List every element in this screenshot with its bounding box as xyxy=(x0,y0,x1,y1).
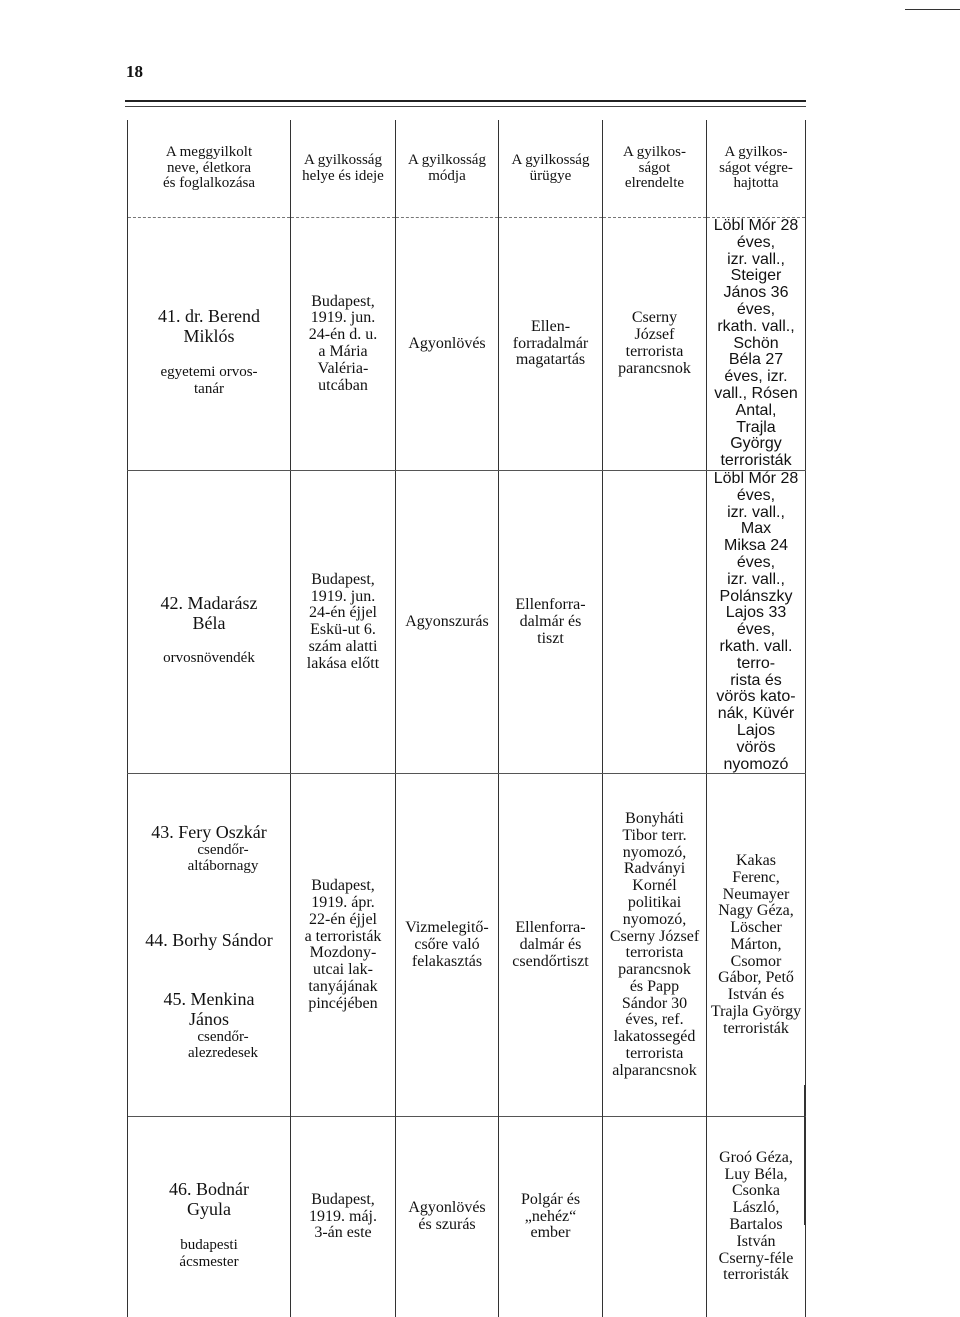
victim-entry xyxy=(131,914,287,951)
method-cell: Agyonlövés xyxy=(396,218,499,471)
column-rule xyxy=(706,1085,707,1225)
victim-occupation: csendőr- alezredesek xyxy=(188,1028,258,1061)
pretext-cell: Ellen- forradalmár magatartás xyxy=(499,218,603,471)
executed-by-cell: Groó Géza, Luy Béla, Csonka László, Bartalos István Cserny-féle terroristák xyxy=(707,1117,806,1317)
victim-entry xyxy=(131,973,287,1078)
victim-occupation: budapesti ácsmester xyxy=(179,1236,239,1270)
executed-by-cell: Löbl Mór 28 éves, izr. vall., Max Miksa 24 éves, izr. vall., Polánszky Lajos 33 éves, rkath. vall. terro- rista és vörös kato- nák, Küvér Lajos vörös nyomozó xyxy=(707,470,806,773)
top-rule-thin xyxy=(125,106,806,107)
place-time-cell: Budapest, 1919. ápr. 22-én éjjel a terroristák Mozdony- utcai lak- tanyájának pincéjében xyxy=(291,774,396,1117)
victim-name: 43. Fery Oszkár xyxy=(151,822,267,843)
header-victim: A meggyilkolt neve, életkora és foglalkozása xyxy=(128,120,291,218)
table-row xyxy=(128,470,806,773)
header-row xyxy=(128,120,806,218)
place-time-cell: Budapest, 1919. jun. 24-én éjjel Eskü-ut 6. szám alatti lakása előtt xyxy=(291,470,396,773)
victim-name: 46. Bodnár Gyula xyxy=(169,1179,249,1220)
method-cell: Agyonlövés és szurás xyxy=(396,1117,499,1317)
table-row xyxy=(128,218,806,471)
header-place-time: A gyilkosság helye és ideje xyxy=(291,120,396,218)
top-rule xyxy=(125,100,806,102)
place-time-cell: Budapest, 1919. jun. 24-én d. u. a Mária Valéria- utcában xyxy=(291,218,396,471)
table-row xyxy=(128,774,806,1117)
header-ordered-by: A gyilkos- ságot elrendelte xyxy=(603,120,707,218)
ordered-by-cell: Bonyháti Tibor terr. nyomozó, Radványi Kornél politikai nyomozó, Cserny József terrorista parancsnok és Papp Sándor 30 éves, ref. lakatossegéd terrorista alparancsnok xyxy=(603,774,707,1117)
page-number: 18 xyxy=(126,62,143,81)
column-rule xyxy=(804,1085,805,1225)
header-method: A gyilkosság módja xyxy=(396,120,499,218)
column-rule xyxy=(602,1085,603,1225)
victim-occupation: csendőr- altábornagy xyxy=(187,842,259,874)
method-cell: Agyonszurás xyxy=(396,470,499,773)
header-pretext: A gyilkosság ürügye xyxy=(499,120,603,218)
pretext-cell: Ellenforra- dalmár és csendőrtiszt xyxy=(499,774,603,1117)
method-cell: Vizmelegitő- csőre való felakasztás xyxy=(396,774,499,1117)
executed-by-cell: Löbl Mór 28 éves, izr. vall., Steiger János 36 éves, rkath. vall., Schön Béla 27 éves, izr. vall., Rósen Antal, Trajla György terroristák xyxy=(707,218,806,471)
ordered-by-cell xyxy=(603,470,707,773)
victim-name: 45. Menkina János xyxy=(163,989,255,1030)
pretext-cell: Ellenforra- dalmár és tiszt xyxy=(499,470,603,773)
victim-cell xyxy=(128,774,291,1117)
victim-occupation: egyetemi orvos- tanár xyxy=(160,363,258,397)
victim-name: 42. Madarász Béla xyxy=(160,592,258,633)
header-executed-by: A gyilkos- ságot végre- hajtotta xyxy=(707,120,806,218)
corner-rule xyxy=(905,9,960,10)
column-rule xyxy=(395,1085,396,1225)
pretext-cell: Polgár és „nehéz“ ember xyxy=(499,1117,603,1317)
executed-by-cell: Kakas Ferenc, Neumayer Nagy Géza, Löscher Márton, Csomor Gábor, Pető István és Trajla György terroristák xyxy=(707,774,806,1117)
place-time-cell: Budapest, 1919. máj. 3-án este xyxy=(291,1117,396,1317)
victim-name: 44. Borhy Sándor xyxy=(145,929,273,950)
column-rules-continuation xyxy=(127,1085,805,1225)
column-rule xyxy=(498,1085,499,1225)
column-rule xyxy=(127,1085,128,1225)
victim-cell xyxy=(128,470,291,773)
ordered-by-cell: Cserny József terrorista parancsnok xyxy=(603,218,707,471)
victim-cell xyxy=(128,218,291,471)
victim-entry xyxy=(131,806,287,891)
column-rule xyxy=(290,1085,291,1225)
victim-name: 41. dr. Berend Miklós xyxy=(158,306,260,347)
victim-occupation: orvosnövendék xyxy=(163,650,255,667)
